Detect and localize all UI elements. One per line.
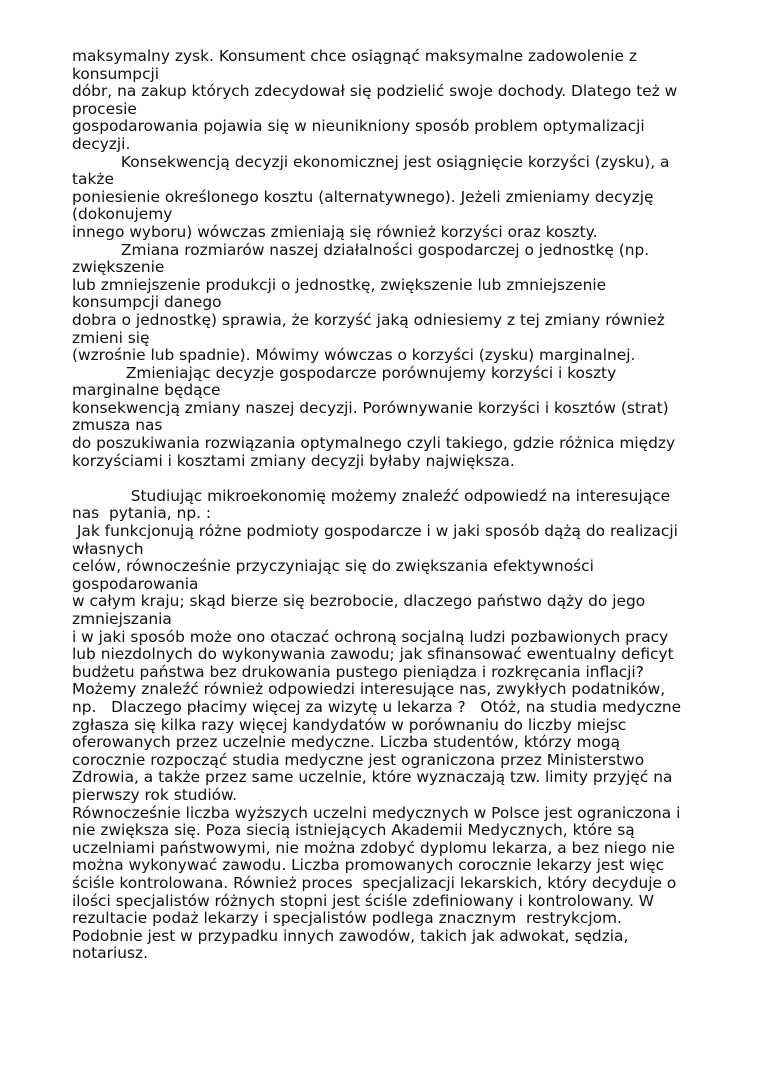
text-line: Studiując mikroekonomię możemy znaleźć odpowiedź na interesujące (72, 486, 671, 505)
text-line: do poszukiwania rozwiązania optymalnego czyli takiego, gdzie różnica między (72, 434, 676, 453)
text-line: oferowanych przez uczelnie medyczne. Liczba studentów, którzy mogą (72, 733, 621, 752)
text-line: ściśle kontrolowana. Również proces specjalizacji lekarskich, który decyduje o (72, 873, 677, 892)
text-line: lub zmniejszenie produkcji o jednostkę, zwiększenie lub zmniejszenie (72, 275, 607, 294)
text-line: Zmiana rozmiarów naszej działalności gospodarczej o jednostkę (np. (72, 240, 650, 259)
text-line: gospodarowania pojawia się w nieunikniony sposób problem optymalizacji (72, 117, 645, 136)
text-line: uczelniami państwowymi, nie można zdobyć dyplomu lekarza, a bez niego nie (72, 838, 675, 857)
text-line: zwiększenie (72, 258, 165, 277)
text-line: zmniejszania (72, 610, 172, 628)
paragraph (72, 488, 688, 963)
text-line: konsumpcji (72, 64, 160, 83)
text-line: pierwszy rok studiów. (72, 785, 238, 804)
paragraph (72, 154, 688, 242)
paragraph (72, 48, 688, 154)
text-line: Zmieniając decyzje gospodarcze porównujemy korzyści i koszty (72, 363, 617, 382)
text-line: własnych (72, 539, 144, 558)
text-line: zmusza nas (72, 416, 163, 435)
text-line: maksymalny zysk. Konsument chce osiągnąć maksymalne zadowolenie z (72, 47, 637, 65)
text-line: rezultacie podaż lekarzy i specjalistów podlega znacznym restrykcjom. (72, 909, 622, 928)
text-line: konsekwencją zmiany naszej decyzji. Porównywanie korzyści i kosztów (strat) (72, 398, 669, 417)
text-line: Zdrowia, a także przez same uczelnie, które wyznaczają tzw. limity przyjęć na (72, 768, 673, 787)
paragraph (72, 242, 688, 365)
text-line: Konsekwencją decyzji ekonomicznej jest osiągnięcie korzyści (zysku), a (72, 152, 670, 171)
text-line: Jak funkcjonują różne podmioty gospodarcze i w jaki sposób dążą do realizacji (72, 522, 678, 541)
text-line: celów, równocześnie przyczyniając się do zwiększania efektywności (72, 557, 594, 576)
text-line: budżetu państwa bez drukowania pustego pieniądza i rozkręcania inflacji? (72, 662, 644, 681)
text-line: konsumpcji danego (72, 293, 222, 312)
text-line: procesie (72, 99, 137, 118)
paragraph (72, 365, 688, 471)
text-line: ilości specjalistów różnych stopni jest ściśle zdefiniowany i kontrolowany. W (72, 891, 655, 910)
text-line: korzyściami i kosztami zmiany decyzji byłaby największa. (72, 451, 515, 470)
text-line: można wykonywać zawodu. Liczba promowanych corocznie lekarzy jest więc (72, 856, 665, 875)
text-line: Podobnie jest w przypadku innych zawodów, takich jak adwokat, sędzia, (72, 926, 629, 945)
text-line: gospodarowania (72, 574, 199, 593)
text-line: innego wyboru) wówczas zmieniają się również korzyści oraz koszty. (72, 222, 598, 241)
text-line: lub niezdolnych do wykonywania zawodu; jak sfinansować ewentualny deficyt (72, 645, 674, 664)
paragraph-gap (72, 470, 688, 488)
text-line: i w jaki sposób może ono otaczać ochroną socjalną ludzi pozbawionych pracy (72, 627, 669, 646)
text-line: w całym kraju; skąd bierze się bezrobocie, dlaczego państwo dąży do jego (72, 592, 646, 611)
text-line: Możemy znaleźć również odpowiedzi interesujące nas, zwykłych podatników, (72, 680, 666, 699)
text-line: nas pytania, np. : (72, 504, 212, 523)
text-line: nie zwiększa się. Poza siecią istniejących Akademii Medycznych, które są (72, 821, 635, 840)
text-line: zmieni się (72, 328, 150, 347)
text-line: także (72, 170, 114, 189)
text-line: zgłasza się kilka razy więcej kandydatów w porównaniu do liczby miejsc (72, 715, 627, 734)
text-line: marginalne będące (72, 381, 221, 400)
text-line: dobra o jednostkę) sprawia, że korzyść jaką odniesiemy z tej zmiany również (72, 310, 665, 329)
text-line: corocznie rozpocząć studia medyczne jest ograniczona przez Ministerstwo (72, 750, 645, 769)
text-line: poniesienie określonego kosztu (alternatywnego). Jeżeli zmieniamy decyzję (72, 187, 654, 206)
text-line: np. Dlaczego płacimy więcej za wizytę u lekarza ? Otóż, na studia medyczne (72, 697, 682, 716)
text-line: Równocześnie liczba wyższych uczelni medycznych w Polsce jest ograniczona i (72, 803, 681, 822)
text-line: (wzrośnie lub spadnie). Mówimy wówczas o korzyści (zysku) marginalnej. (72, 346, 636, 365)
text-line: (dokonujemy (72, 205, 173, 224)
text-line: notariusz. (72, 944, 148, 963)
text-line: decyzji. (72, 134, 131, 153)
text-line: dóbr, na zakup których zdecydował się podzielić swoje dochody. Dlatego też w (72, 82, 678, 101)
document-page (72, 48, 688, 963)
